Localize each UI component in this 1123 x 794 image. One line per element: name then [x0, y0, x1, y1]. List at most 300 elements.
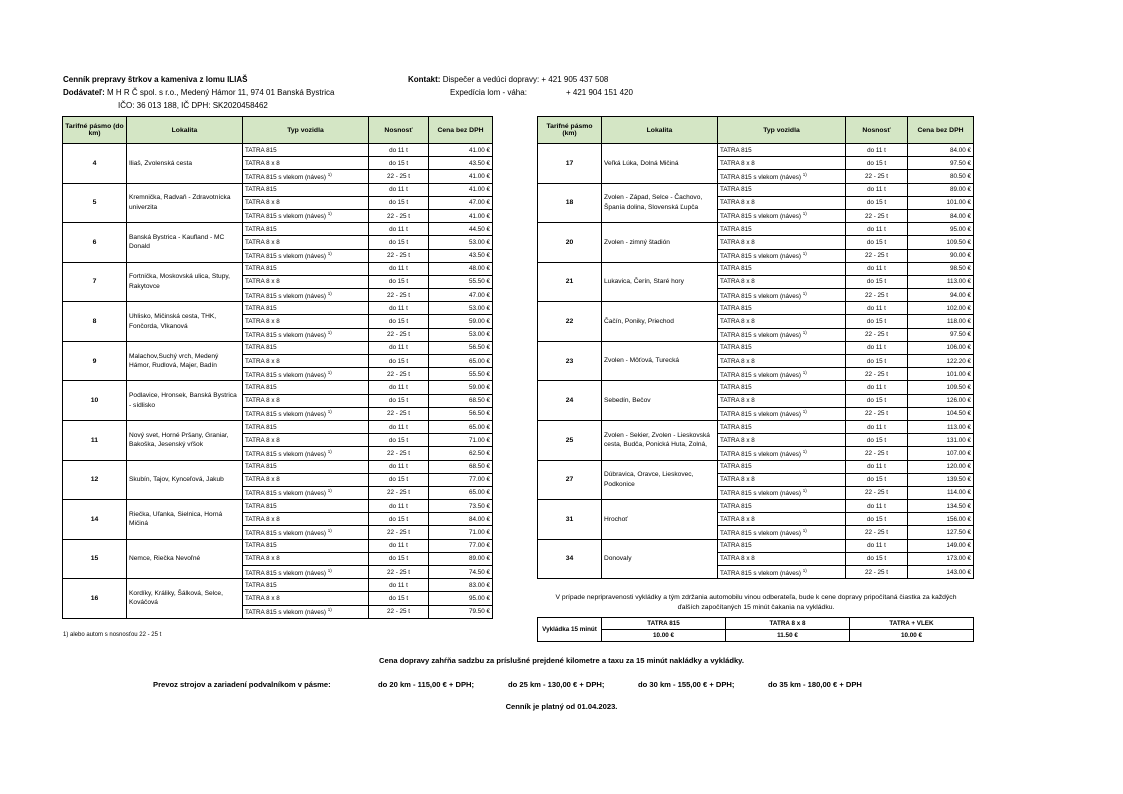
tariff-row — [63, 500, 493, 513]
price-cell: 41.00 € — [429, 209, 493, 222]
zone-cell: 25 — [538, 420, 602, 460]
capacity-cell: 22 - 25 t — [369, 566, 429, 579]
zone-cell: 9 — [63, 341, 127, 381]
vehicle-label: TATRA 815 — [245, 463, 277, 471]
zone-cell: 12 — [63, 460, 127, 500]
vehicle-label: TATRA 815 s vlekom (náves) — [245, 411, 326, 419]
price-cell: 43.50 € — [429, 249, 493, 262]
vehicle-cell — [243, 315, 369, 328]
zone-cell: 34 — [538, 539, 602, 579]
price-cell: 79.50 € — [429, 605, 493, 618]
price-cell: 65.00 € — [429, 355, 493, 368]
capacity-cell: 22 - 25 t — [369, 209, 429, 222]
price-header: Cena bez DPH — [908, 117, 974, 144]
vehicle-label: TATRA 815 s vlekom (náves) — [720, 450, 801, 458]
price-cell: 77.00 € — [429, 539, 493, 552]
capacity-cell: 22 - 25 t — [369, 289, 429, 302]
vehicle-cell — [243, 209, 369, 222]
vehicle-label: TATRA 815 — [245, 383, 277, 391]
price-cell: 59.00 € — [429, 315, 493, 328]
footer-machinery-20km: do 20 km - 115,00 € + DPH; — [378, 680, 475, 689]
contact-text: Dispečer a vedúci dopravy: + 421 905 437 508 — [442, 75, 609, 84]
price-cell: 89.00 € — [429, 552, 493, 565]
vehicle-cell — [718, 302, 846, 315]
capacity-cell: 22 - 25 t — [846, 526, 908, 539]
capacity-cell: do 11 t — [846, 341, 908, 354]
capacity-cell: 22 - 25 t — [369, 170, 429, 183]
tariff-row — [63, 302, 493, 315]
price-cell: 65.00 € — [429, 486, 493, 499]
vehicle-cell — [243, 381, 369, 394]
footnote-marker: 1) — [327, 330, 332, 336]
left-price-table — [62, 116, 493, 619]
price-cell: 106.00 € — [908, 341, 974, 354]
vehicle-label: TATRA 8 x 8 — [245, 515, 280, 523]
footnote-marker: 1) — [327, 171, 332, 177]
footer-machinery-25km: do 25 km - 130,00 € + DPH; — [508, 680, 605, 689]
capacity-cell: do 15 t — [846, 355, 908, 368]
price-cell: 97.50 € — [908, 157, 974, 170]
zone-cell: 22 — [538, 302, 602, 342]
vehicle-label: TATRA 8 x 8 — [245, 278, 280, 286]
zone-header: Tarifné pásmo (km) — [538, 117, 602, 144]
vehicle-label: TATRA 8 x 8 — [720, 476, 755, 484]
vehicle-cell — [718, 289, 846, 302]
unloading-header-row — [538, 618, 974, 630]
vehicle-cell — [718, 566, 846, 579]
vehicle-label: TATRA 8 x 8 — [245, 476, 280, 484]
vehicle-cell — [243, 473, 369, 486]
vehicle-cell — [718, 486, 846, 499]
capacity-cell: do 11 t — [846, 539, 908, 552]
price-cell: 65.00 € — [429, 420, 493, 433]
capacity-cell: do 11 t — [846, 381, 908, 394]
capacity-cell: do 15 t — [846, 157, 908, 170]
price-cell: 56.50 € — [429, 341, 493, 354]
price-cell: 143.00 € — [908, 566, 974, 579]
capacity-cell: do 11 t — [369, 579, 429, 592]
capacity-cell: do 15 t — [846, 315, 908, 328]
zone-cell: 24 — [538, 381, 602, 421]
vehicle-cell — [718, 394, 846, 407]
price-header: Cena bez DPH — [429, 117, 493, 144]
vehicle-cell — [243, 223, 369, 236]
vehicle-label: TATRA 8 x 8 — [245, 436, 280, 444]
vehicle-label: TATRA 815 — [720, 146, 752, 154]
unloading-header-tatra815: TATRA 815 — [602, 618, 726, 630]
capacity-cell: do 15 t — [369, 434, 429, 447]
price-cell: 53.00 € — [429, 328, 493, 341]
vehicle-cell — [243, 605, 369, 618]
vehicle-label: TATRA 815 s vlekom (náves) — [245, 253, 326, 261]
vehicle-cell — [718, 223, 846, 236]
vehicle-label: TATRA 8 x 8 — [720, 397, 755, 405]
capacity-cell: do 15 t — [846, 394, 908, 407]
price-cell: 109.50 € — [908, 236, 974, 249]
capacity-cell: do 11 t — [369, 144, 429, 157]
footnote-marker: 1) — [327, 409, 332, 415]
tariff-row — [538, 302, 974, 315]
vehicle-label: TATRA 815 — [720, 344, 752, 352]
location-cell: Donovaly — [602, 539, 718, 579]
capacity-cell: do 15 t — [846, 434, 908, 447]
footnote-marker: 1) — [327, 290, 332, 296]
vehicle-cell — [718, 315, 846, 328]
vehicle-header: Typ vozidla — [718, 117, 846, 144]
vehicle-cell — [243, 407, 369, 420]
zone-cell: 16 — [63, 579, 127, 619]
tariff-row — [63, 144, 493, 157]
vehicle-label: TATRA 8 x 8 — [720, 199, 755, 207]
capacity-cell: do 15 t — [846, 275, 908, 288]
location-cell: Nemce, Riečka Nevoľné — [127, 539, 243, 579]
price-cell: 90.00 € — [908, 249, 974, 262]
location-cell: Uhlisko, Mičinská cesta, THK, Fončorda, Vlkanová — [127, 302, 243, 342]
capacity-cell: do 11 t — [369, 183, 429, 196]
capacity-cell: do 15 t — [369, 315, 429, 328]
vehicle-cell — [243, 302, 369, 315]
footnote-marker: 1) — [327, 488, 332, 494]
vehicle-label: TATRA 8 x 8 — [720, 159, 755, 167]
price-cell: 134.50 € — [908, 500, 974, 513]
vehicle-cell — [243, 566, 369, 579]
vehicle-cell — [718, 447, 846, 460]
footnote-marker: 1) — [802, 251, 807, 257]
vehicle-cell — [718, 420, 846, 433]
footnote-marker: 1) — [802, 290, 807, 296]
price-cell: 80.50 € — [908, 170, 974, 183]
tariff-row — [63, 381, 493, 394]
vehicle-cell — [718, 434, 846, 447]
capacity-cell: 22 - 25 t — [369, 447, 429, 460]
location-cell: Kremnička, Radvaň - Zdravotnícka univerzita — [127, 183, 243, 223]
vehicle-label: TATRA 8 x 8 — [720, 357, 755, 365]
tariff-row — [63, 183, 493, 196]
footnote-marker: 1) — [327, 567, 332, 573]
location-header: Lokalita — [127, 117, 243, 144]
capacity-cell: do 11 t — [369, 460, 429, 473]
tariff-row — [538, 460, 974, 473]
vehicle-cell — [718, 381, 846, 394]
vehicle-label: TATRA 815 s vlekom (náves) — [720, 371, 801, 379]
price-cell: 118.00 € — [908, 315, 974, 328]
vehicle-cell — [718, 196, 846, 209]
vehicle-label: TATRA 815 s vlekom (náves) — [245, 213, 326, 221]
zone-cell: 20 — [538, 223, 602, 263]
price-cell: 53.00 € — [429, 236, 493, 249]
vehicle-label: TATRA 815 s vlekom (náves) — [720, 292, 801, 300]
footnote-marker: 1) — [802, 369, 807, 375]
price-cell: 131.00 € — [908, 434, 974, 447]
price-cell: 122.20 € — [908, 355, 974, 368]
tariff-row — [538, 341, 974, 354]
vehicle-cell — [718, 236, 846, 249]
capacity-cell: 22 - 25 t — [846, 328, 908, 341]
vehicle-label: TATRA 815 s vlekom (náves) — [720, 174, 801, 182]
vehicle-label: TATRA 8 x 8 — [720, 318, 755, 326]
capacity-cell: do 11 t — [369, 262, 429, 275]
zone-cell: 5 — [63, 183, 127, 223]
zone-cell: 21 — [538, 262, 602, 302]
vehicle-label: TATRA 815 s vlekom (náves) — [720, 530, 801, 538]
price-cell: 83.00 € — [429, 579, 493, 592]
footnote-marker: 1) — [802, 409, 807, 415]
vehicle-cell — [718, 170, 846, 183]
tariff-row — [63, 341, 493, 354]
zone-cell: 17 — [538, 144, 602, 184]
unloading-table — [537, 617, 974, 642]
vehicle-cell — [718, 183, 846, 196]
tariff-row — [538, 183, 974, 196]
vehicle-label: TATRA 8 x 8 — [720, 555, 755, 563]
zone-cell: 6 — [63, 223, 127, 263]
vehicle-cell — [243, 447, 369, 460]
zone-cell: 15 — [63, 539, 127, 579]
supplier-name: M H R Č spol. s r.o., Medený Hámor 11, 974 01 Banská Bystrica — [107, 88, 335, 97]
vehicle-label: TATRA 815 — [245, 502, 277, 510]
vehicle-label: TATRA 815 s vlekom (náves) — [720, 490, 801, 498]
capacity-cell: do 15 t — [846, 236, 908, 249]
vehicle-label: TATRA 815 — [245, 265, 277, 273]
location-cell: Veľká Lúka, Dolná Mičiná — [602, 144, 718, 184]
footer-machinery-30km: do 30 km - 155,00 € + DPH; — [638, 680, 735, 689]
capacity-header: Nosnosť — [846, 117, 908, 144]
zone-header: Tarifné pásmo (do km) — [63, 117, 127, 144]
vehicle-label: TATRA 815 — [245, 423, 277, 431]
zone-cell: 11 — [63, 420, 127, 460]
price-cell: 89.00 € — [908, 183, 974, 196]
right-header-row — [538, 117, 974, 144]
expedition-phone: + 421 904 151 420 — [566, 88, 633, 97]
vehicle-cell — [243, 183, 369, 196]
vehicle-cell — [718, 460, 846, 473]
tariff-row — [538, 262, 974, 275]
vehicle-cell — [243, 144, 369, 157]
contact-label: Kontakt: — [408, 75, 441, 84]
vehicle-label: TATRA 8 x 8 — [245, 594, 280, 602]
location-cell: Malachov,Suchý vrch, Medený Hámor, Rudlová, Majer, Badín — [127, 341, 243, 381]
price-cell: 41.00 € — [429, 183, 493, 196]
vehicle-cell — [243, 275, 369, 288]
vehicle-label: TATRA 8 x 8 — [245, 357, 280, 365]
capacity-cell: 22 - 25 t — [846, 289, 908, 302]
vehicle-cell — [243, 262, 369, 275]
vehicle-label: TATRA 815 — [245, 186, 277, 194]
right-price-table — [537, 116, 974, 579]
company-ids: IČO: 36 013 188, IČ DPH: SK2020458462 — [118, 101, 268, 110]
price-cell: 101.00 € — [908, 368, 974, 381]
capacity-cell: do 11 t — [369, 381, 429, 394]
zone-cell: 7 — [63, 262, 127, 302]
vehicle-label: TATRA 8 x 8 — [245, 159, 280, 167]
vehicle-cell — [243, 328, 369, 341]
price-cell: 41.00 € — [429, 144, 493, 157]
capacity-cell: do 11 t — [846, 460, 908, 473]
zone-cell: 14 — [63, 500, 127, 540]
location-cell: Hrochoť — [602, 500, 718, 540]
price-cell: 114.00 € — [908, 486, 974, 499]
footnote-marker: 1) — [802, 171, 807, 177]
vehicle-label: TATRA 815 s vlekom (náves) — [245, 490, 326, 498]
footnote-marker: 1) — [802, 527, 807, 533]
price-cell: 71.00 € — [429, 526, 493, 539]
vehicle-label: TATRA 815 s vlekom (náves) — [245, 450, 326, 458]
waiting-note: V prípade nepripravenosti vykládky a tým zdržania automobilu vinou odberateľa, bude k cene dopravy pripočítaná čiastka za každých ďalších započítaných 15 minút čakania na vykládku. — [555, 594, 957, 611]
vehicle-label: TATRA 815 s vlekom (náves) — [720, 569, 801, 577]
vehicle-label: TATRA 815 — [720, 225, 752, 233]
footnote-marker: 1) — [327, 448, 332, 454]
unloading-values-row — [538, 630, 974, 642]
capacity-header: Nosnosť — [369, 117, 429, 144]
location-cell: Zvolen - Sekier, Zvolen - Lieskovská cesta, Budča, Ponická Huta, Zolná, — [602, 420, 718, 460]
capacity-cell: 22 - 25 t — [846, 407, 908, 420]
footer-price-note: Cena dopravy zahŕňa sadzbu za príslušné prejdené kilometre a taxu za 15 minút nakládky a vykládky. — [379, 656, 744, 665]
price-cell: 98.50 € — [908, 262, 974, 275]
vehicle-cell — [243, 592, 369, 605]
price-cell: 62.50 € — [429, 447, 493, 460]
vehicle-cell — [243, 170, 369, 183]
location-cell: Nový svet, Horné Pršany, Graniar, Bakoška, Jesenský vŕšok — [127, 420, 243, 460]
vehicle-cell — [718, 341, 846, 354]
capacity-cell: 22 - 25 t — [369, 368, 429, 381]
vehicle-cell — [243, 355, 369, 368]
capacity-cell: 22 - 25 t — [369, 526, 429, 539]
vehicle-label: TATRA 815 s vlekom (náves) — [720, 213, 801, 221]
footnote-marker: 1) — [802, 567, 807, 573]
vehicle-cell — [243, 157, 369, 170]
document-title: Cenník prepravy štrkov a kameniva z lomu ILIAŠ — [63, 75, 248, 84]
location-cell: Fortnička, Moskovská ulica, Stupy, Rakytovce — [127, 262, 243, 302]
price-cell: 139.50 € — [908, 473, 974, 486]
location-cell: Podlavice, Hronsek, Banská Bystrica - sídlisko — [127, 381, 243, 421]
capacity-cell: 22 - 25 t — [369, 486, 429, 499]
vehicle-label: TATRA 815 — [245, 304, 277, 312]
price-cell: 102.00 € — [908, 302, 974, 315]
price-cell: 73.50 € — [429, 500, 493, 513]
price-cell: 84.00 € — [908, 209, 974, 222]
vehicle-cell — [718, 262, 846, 275]
vehicle-label: TATRA 815 — [720, 502, 752, 510]
vehicle-label: TATRA 815 s vlekom (náves) — [245, 174, 326, 182]
price-cell: 48.00 € — [429, 262, 493, 275]
price-cell: 77.00 € — [429, 473, 493, 486]
price-cell: 107.00 € — [908, 447, 974, 460]
vehicle-label: TATRA 815 — [245, 225, 277, 233]
supplier-label: Dodávateľ: — [63, 88, 105, 97]
vehicle-label: TATRA 815 — [720, 186, 752, 194]
price-cell: 97.50 € — [908, 328, 974, 341]
footnote-marker: 1) — [327, 527, 332, 533]
footnote-marker: 1) — [327, 369, 332, 375]
footnote-marker: 1) — [802, 448, 807, 454]
capacity-cell: 22 - 25 t — [369, 407, 429, 420]
tariff-row — [63, 460, 493, 473]
price-cell: 113.00 € — [908, 420, 974, 433]
supplier-line — [63, 88, 335, 98]
vehicle-label: TATRA 8 x 8 — [245, 318, 280, 326]
price-cell: 43.50 € — [429, 157, 493, 170]
footnote-marker: 1) — [327, 251, 332, 257]
capacity-cell: 22 - 25 t — [846, 368, 908, 381]
price-cell: 84.00 € — [908, 144, 974, 157]
vehicle-label: TATRA 815 s vlekom (náves) — [245, 332, 326, 340]
vehicle-label: TATRA 815 s vlekom (náves) — [720, 332, 801, 340]
price-cell: 68.50 € — [429, 394, 493, 407]
capacity-cell: 22 - 25 t — [369, 249, 429, 262]
location-cell: Riečka, Uľanka, Sielnica, Horná Mičiná — [127, 500, 243, 540]
vehicle-label: TATRA 815 — [720, 383, 752, 391]
vehicle-label: TATRA 8 x 8 — [245, 238, 280, 246]
capacity-cell: 22 - 25 t — [369, 328, 429, 341]
price-cell: 95.00 € — [429, 592, 493, 605]
tariff-row — [63, 420, 493, 433]
unloading-header-tatra-vlek: TATRA + VLEK — [850, 618, 974, 630]
unloading-header-tatra8x8: TATRA 8 x 8 — [726, 618, 850, 630]
expedition-label: Expedícia lom - váha: — [450, 88, 527, 97]
capacity-cell: do 15 t — [369, 196, 429, 209]
vehicle-cell — [718, 209, 846, 222]
vehicle-label: TATRA 815 s vlekom (náves) — [245, 292, 326, 300]
price-cell: 156.00 € — [908, 513, 974, 526]
capacity-cell: do 11 t — [369, 341, 429, 354]
capacity-cell: do 11 t — [846, 500, 908, 513]
vehicle-cell — [243, 394, 369, 407]
capacity-cell: 22 - 25 t — [846, 486, 908, 499]
tariff-row — [63, 579, 493, 592]
tariff-row — [63, 262, 493, 275]
location-cell: Zvolen - Môťová, Turecká — [602, 341, 718, 381]
tariff-row — [538, 381, 974, 394]
location-cell: Banská Bystrica - Kaufland - MC Donald — [127, 223, 243, 263]
price-cell: 74.50 € — [429, 566, 493, 579]
vehicle-cell — [243, 368, 369, 381]
price-cell: 109.50 € — [908, 381, 974, 394]
zone-cell: 4 — [63, 144, 127, 184]
location-cell: Kordíky, Králiky, Šálková, Selce, Kováčová — [127, 579, 243, 619]
price-cell: 59.00 € — [429, 381, 493, 394]
capacity-cell: do 11 t — [846, 144, 908, 157]
vehicle-label: TATRA 8 x 8 — [720, 515, 755, 523]
vehicle-cell — [243, 526, 369, 539]
vehicle-cell — [243, 552, 369, 565]
footnote-marker: 1) — [802, 211, 807, 217]
unloading-value-tatra-vlek: 10.00 € — [850, 630, 974, 642]
vehicle-cell — [243, 289, 369, 302]
vehicle-label: TATRA 815 s vlekom (náves) — [245, 530, 326, 538]
vehicle-cell — [718, 539, 846, 552]
vehicle-label: TATRA 815 s vlekom (náves) — [720, 411, 801, 419]
vehicle-cell — [243, 500, 369, 513]
capacity-cell: 22 - 25 t — [846, 566, 908, 579]
capacity-cell: do 11 t — [369, 420, 429, 433]
capacity-cell: do 15 t — [369, 236, 429, 249]
tariff-row — [538, 500, 974, 513]
tariff-row — [538, 539, 974, 552]
capacity-cell: 22 - 25 t — [369, 605, 429, 618]
capacity-cell: do 15 t — [369, 355, 429, 368]
price-cell: 41.00 € — [429, 170, 493, 183]
vehicle-label: TATRA 815 — [245, 146, 277, 154]
vehicle-label: TATRA 815 — [720, 463, 752, 471]
validity-note: Cenník je platný od 01.04.2023. — [505, 702, 618, 711]
vehicle-label: TATRA 8 x 8 — [245, 199, 280, 207]
location-cell: Zvolen - zimný štadión — [602, 223, 718, 263]
capacity-cell: do 11 t — [846, 262, 908, 275]
price-cell: 55.50 € — [429, 368, 493, 381]
capacity-cell: 22 - 25 t — [846, 209, 908, 222]
vehicle-cell — [718, 513, 846, 526]
footnote: 1) alebo autom s nosnosťou 22 - 25 t — [63, 632, 162, 638]
